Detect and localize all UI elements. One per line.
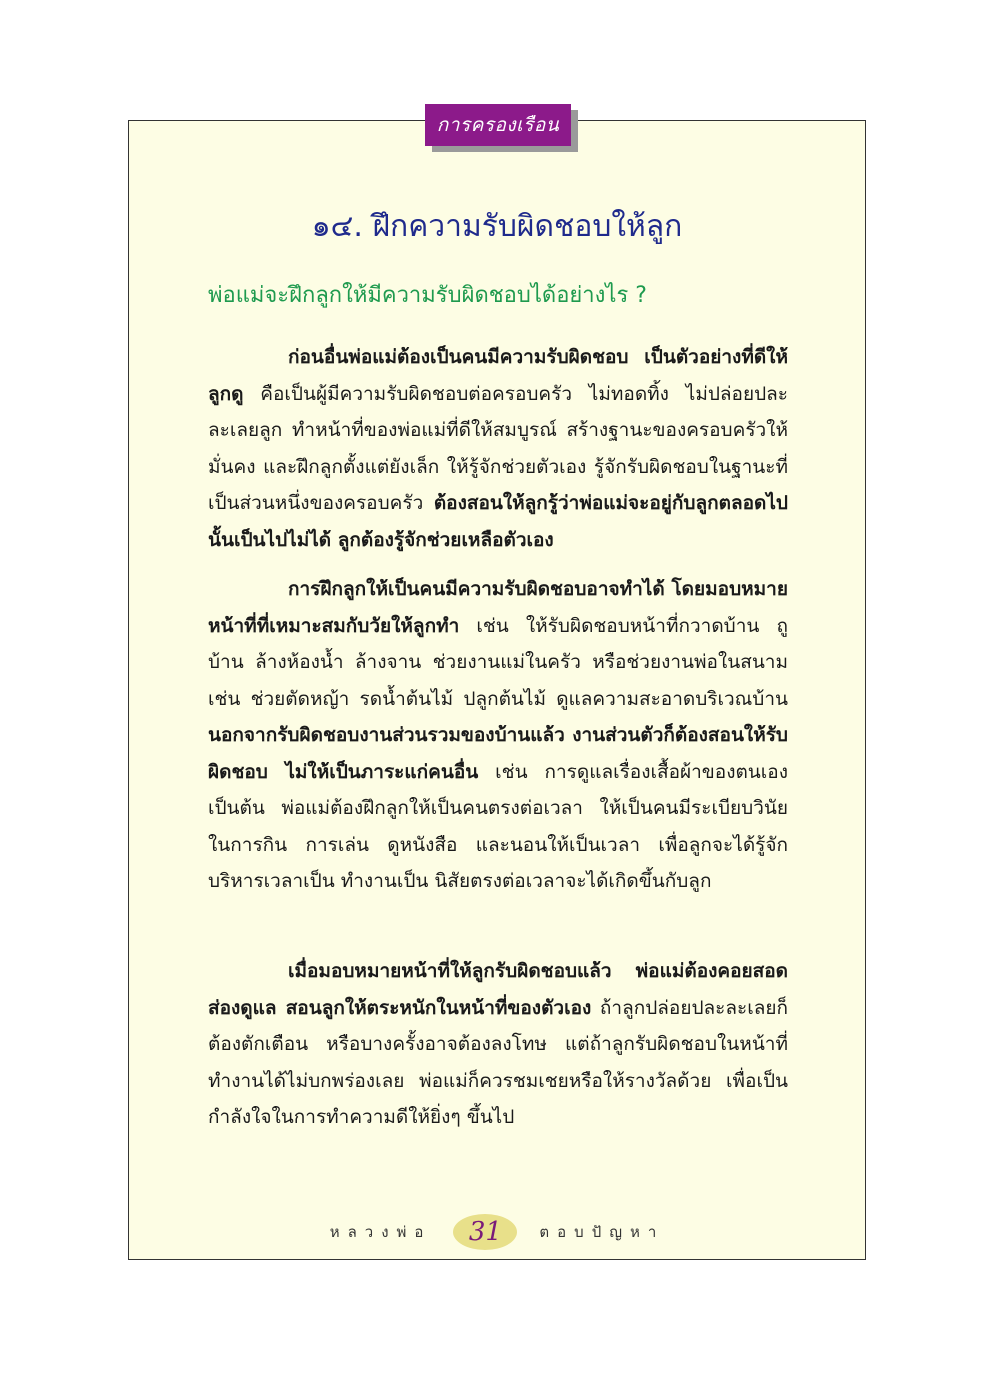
paragraph-2-run-4: เช่น การดูแลเรื่องเสื้อผ้าของตนเอง เป็นต้น พ่อแม่ต้องฝึกลูกให้เป็นคนตรงต่อเวลา ให้เป็นคนมีระเบียบวินัย ในการกิน การเล่น ดูหนังสือ และนอนให้เป็นเวลา เพื่อลูกจะได้รู้จักบริหารเวลาเป็น ทำงานเป็น นิสัยตรงต่อเวลาจะได้เกิดขึ้นกับลูก	[208, 760, 788, 892]
paragraph-3-run-2: ถ้าลูกปล่อยปละละเลยก็ต้องตักเตือน หรือบางครั้งอาจต้องลงโทษ แต่ถ้าลูกรับผิดชอบในหน้าที่ทำงานได้ไม่บกพร่องเลย พ่อแม่ก็ควรชมเชยหรือให้รางวัลด้วย เพื่อเป็นกำลังใจในการทำความดีให้ยิ่งๆ ขึ้นไป	[208, 996, 788, 1128]
paragraph-1	[208, 339, 788, 558]
page-number-badge	[453, 1214, 517, 1250]
paragraph-2-run-1: การฝึกลูกให้เป็นคนมีความรับผิดชอบอาจทำได้ โดยมอบหมายหน้าที่ที่เหมาะสมกับวัยให้ลูกทำ	[208, 578, 788, 637]
paragraph-3	[208, 953, 788, 1136]
paragraph-2	[208, 571, 788, 900]
paragraph-2-run-3: นอกจากรับผิดชอบงานส่วนรวมของบ้านแล้ว งานส่วนตัวก็ต้องสอนให้รับผิดชอบ ไม่ให้เป็นภาระแก่คนอื่น	[208, 724, 788, 783]
paragraph-2-run-2: เช่น ให้รับผิดชอบหน้าที่กวาดบ้าน ถูบ้าน ล้างห้องน้ำ ล้างจาน ช่วยงานแม่ในครัว หรือช่วยงานพ่อในสนาม เช่น ช่วยตัดหญ้า รดน้ำต้นไม้ ปลูกต้นไม้ ดูแลความสะอาดบริเวณบ้าน	[208, 614, 788, 710]
paragraph-3-run-1: เมื่อมอบหมายหน้าที่ให้ลูกรับผิดชอบแล้ว พ่อแม่ต้องคอยสอดส่องดูแล สอนลูกให้ตระหนักในหน้าที่ของตัวเอง	[208, 960, 788, 1019]
page-number: 31	[468, 1217, 502, 1247]
question-heading: พ่อแม่จะฝึกลูกให้มีความรับผิดชอบได้อย่างไร ?	[208, 283, 647, 308]
paragraph-1-run-2: คือเป็นผู้มีความรับผิดชอบต่อครอบครัว ไม่ทอดทิ้ง ไม่ปล่อยปละละเลยลูก ทำหน้าที่ของพ่อแม่ที่ดีให้สมบูรณ์ สร้างฐานะของครอบครัวให้มั่นคง และฝึกลูกตั้งแต่ยังเล็ก ให้รู้จักช่วยตัวเอง รู้จักรับผิดชอบในฐานะที่เป็นส่วนหนึ่งของครอบครัว	[208, 382, 788, 514]
footer-left-text: หลวงพ่อ	[329, 1223, 432, 1241]
footer-right-text: ตอบปัญหา	[539, 1223, 665, 1241]
chapter-title: ๑๔. ฝึกความรับผิดชอบให้ลูก	[311, 209, 683, 244]
page-footer	[128, 1212, 866, 1252]
paragraph-1-run-3: ต้องสอนให้ลูกรู้ว่าพ่อแม่จะอยู่กับลูกตลอดไปนั้นเป็นไปไม่ได้ ลูกต้องรู้จักช่วยเหลือตัวเอง	[208, 492, 788, 551]
paragraph-1-run-1: ก่อนอื่นพ่อแม่ต้องเป็นคนมีความรับผิดชอบ เป็นตัวอย่างที่ดีให้ลูกดู	[208, 346, 788, 405]
section-tab: การครองเรือน	[425, 104, 571, 146]
